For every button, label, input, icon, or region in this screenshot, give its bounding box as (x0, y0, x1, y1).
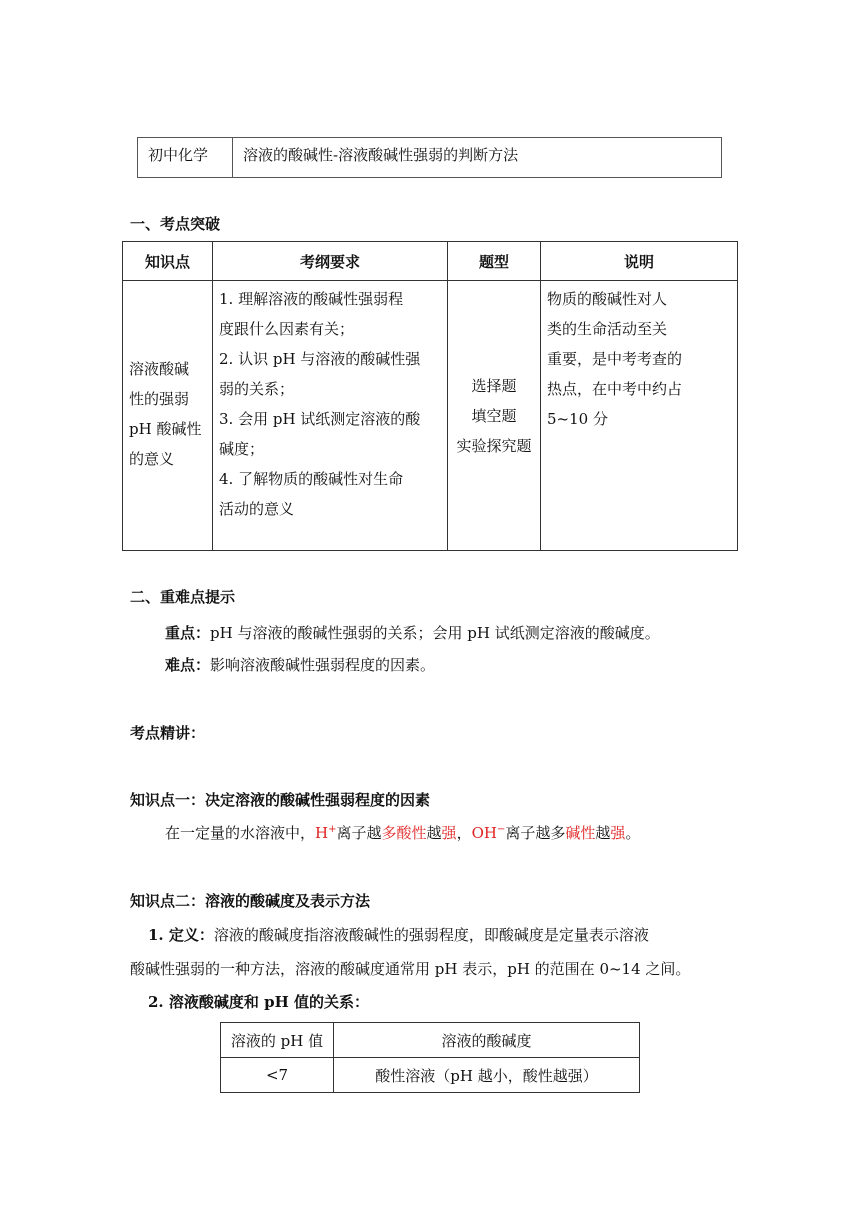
requirement-line: 弱的关系； (219, 380, 295, 398)
kp1-text-part: 越 (595, 824, 611, 842)
key-point-label: 重点： (165, 624, 211, 642)
knowledge-cell (123, 281, 213, 551)
kp1-text-part: 。 (625, 824, 641, 842)
kp2-title: 知识点二：溶液的酸碱度及表示方法 (130, 892, 371, 910)
definition-text: 溶液的酸碱度指溶液酸碱性的强弱程度，即酸碱度是定量表示溶液 (213, 926, 649, 944)
ph-table-header (221, 1023, 640, 1058)
knowledge-line: pH 酸碱性 (129, 420, 202, 438)
col-header-requirement: 考纲要求 (213, 242, 448, 281)
requirement-line: 3. 会用 pH 试纸测定溶液的酸 (219, 410, 421, 428)
kp1-highlight: 强 (441, 824, 457, 842)
knowledge-table (122, 241, 738, 551)
kp1-highlight: 多酸性 (381, 824, 427, 842)
knowledge-line: 的意义 (129, 450, 175, 468)
note-line: 重要，是中考考查的 (547, 350, 683, 368)
difficult-point-text: 影响溶液酸碱性强弱程度的因素。 (210, 656, 436, 674)
difficult-point-line (165, 654, 435, 675)
kp1-text-part: 在一定量的水溶液中， (165, 824, 316, 842)
note-line: 物质的酸碱性对人 (547, 290, 668, 308)
question-type-cell (448, 281, 541, 551)
topic-cell: 溶液的酸碱性-溶液酸碱性强弱的判断方法 (233, 138, 722, 178)
kp1-text-part: 越 (426, 824, 442, 842)
note-line: 热点，在中考中约占 (547, 380, 683, 398)
requirement-line: 4. 了解物质的酸碱性对生命 (219, 470, 404, 488)
kp1-title: 知识点一：决定溶液的酸碱性强弱程度的因素 (130, 791, 431, 809)
question-type-line: 选择题 (471, 376, 517, 395)
difficult-point-label: 难点： (165, 656, 211, 674)
section1-title: 一、考点突破 (130, 215, 221, 233)
definition-label: 1. 定义： (148, 926, 214, 944)
oh-ion: OH− (471, 824, 506, 842)
subject-cell: 初中化学 (138, 138, 233, 178)
kp1-text-part: 离子越多 (505, 824, 566, 842)
h-ion: H+ (315, 824, 337, 842)
table-row (123, 281, 738, 551)
ph-cell-value: <7 (221, 1058, 334, 1093)
col-header-question-type: 题型 (448, 242, 541, 281)
requirement-line: 1. 理解溶液的酸碱性强弱程 (219, 290, 404, 308)
section2-title: 二、重难点提示 (130, 588, 236, 606)
ph-table (220, 1022, 640, 1093)
col-header-knowledge: 知识点 (123, 242, 213, 281)
note-line: 类的生命活动至关 (547, 320, 668, 338)
key-point-line (165, 622, 660, 643)
ph-cell-acidity: 酸性溶液（pH 越小，酸性越强） (334, 1058, 640, 1093)
kp1-text (165, 822, 640, 843)
knowledge-table-header (123, 242, 738, 281)
kp1-text-part: ， (456, 824, 472, 842)
kp1-highlight: 碱性 (565, 824, 596, 842)
requirement-line: 碱度； (219, 440, 265, 458)
kp2-relation-title: 2. 溶液酸碱度和 pH 值的关系： (148, 993, 369, 1011)
key-point-text: pH 与溶液的酸碱性强弱的关系；会用 pH 试纸测定溶液的酸碱度。 (210, 624, 660, 642)
header-box (137, 137, 722, 178)
kp1-highlight: 强 (610, 824, 626, 842)
note-cell (541, 281, 738, 551)
requirement-line: 活动的意义 (219, 500, 295, 518)
ph-header-acidity: 溶液的酸碱度 (334, 1023, 640, 1058)
kp1-text-part: 离子越 (336, 824, 382, 842)
kp2-definition-line2: 酸碱性强弱的一种方法，溶液的酸碱度通常用 pH 表示，pH 的范围在 0~14 之间。 (130, 960, 691, 978)
ph-header-value: 溶液的 pH 值 (221, 1023, 334, 1058)
requirement-cell (213, 281, 448, 551)
explain-title: 考点精讲： (130, 724, 206, 742)
col-header-note: 说明 (541, 242, 738, 281)
question-type-line: 实验探究题 (456, 436, 532, 455)
knowledge-line: 溶液酸碱 (129, 360, 190, 378)
requirement-line: 2. 认识 pH 与溶液的酸碱性强 (219, 350, 421, 368)
knowledge-line: 性的强弱 (129, 390, 190, 408)
kp2-definition-line1 (148, 924, 649, 945)
table-row (221, 1058, 640, 1093)
question-type-line: 填空题 (471, 406, 517, 425)
requirement-line: 度跟什么因素有关； (219, 320, 355, 338)
note-line: 5~10 分 (547, 410, 608, 428)
